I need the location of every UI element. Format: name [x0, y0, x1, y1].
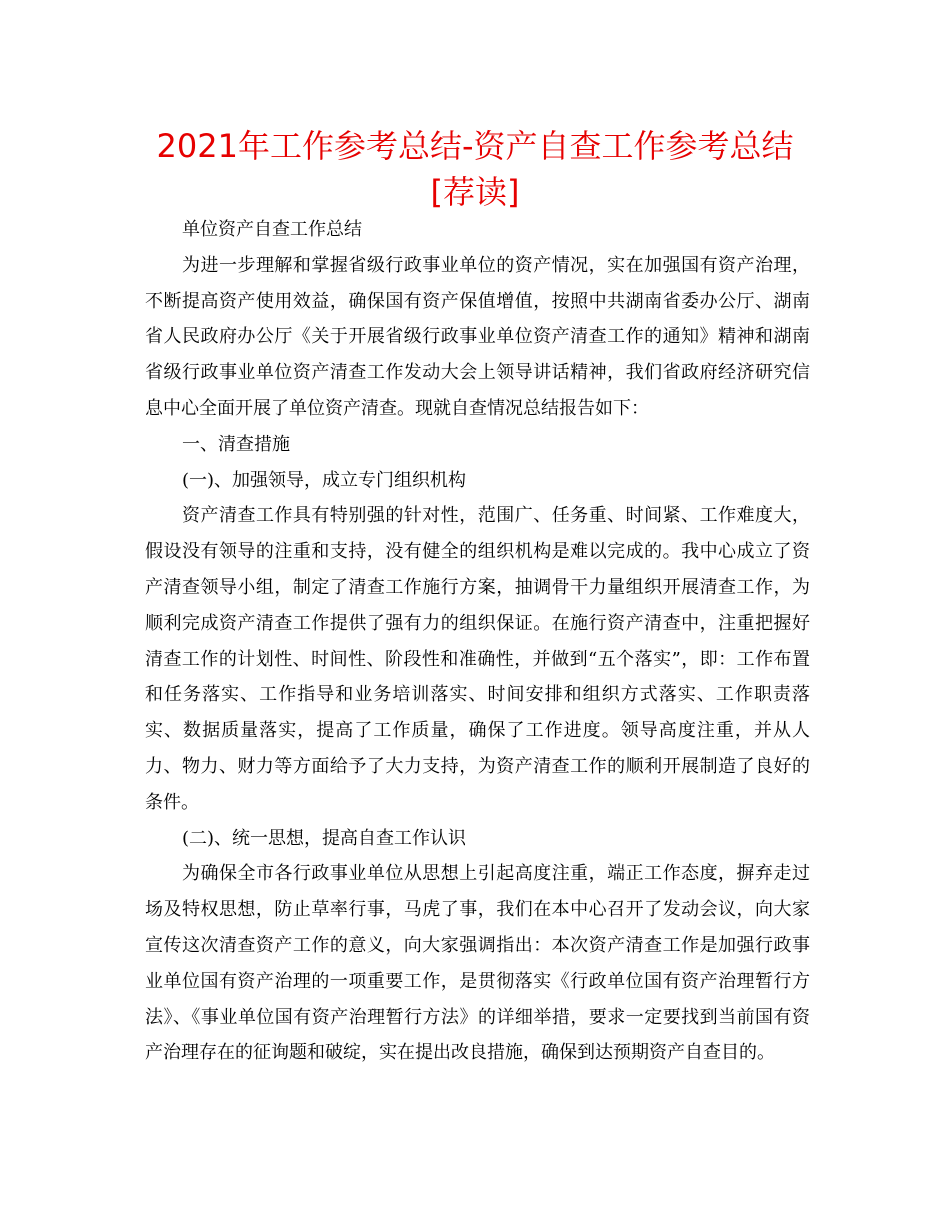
- subsection-heading: (二)、统一思想，提高自查工作认识: [182, 827, 467, 849]
- document-title-line1: 2021年工作参考总结-资产自查工作参考总结: [156, 127, 794, 165]
- body-paragraph: 为进一步理解和掌握省级行政事业单位的资产情况，实在加强国有资产治理，不断提高资产使用效益，确保国有资产保值增值，按照中共湖南省委办公厅、湖南省人民政府办公厅《关于开展省级行政事业单位资产清查工作的通知》精神和湖南省级行政事业单位资产清查工作发动大会上领导讲话精神，我们省政府经济研究信息中心全面开展了单位资产清查。现就自查情况总结报告如下：: [145, 254, 810, 419]
- section-heading: 一、清查措施: [182, 433, 290, 455]
- section-heading: 单位资产自查工作总结: [182, 219, 362, 240]
- body-paragraph: 为确保全市各行政事业单位从思想上引起高度注重，端正工作态度，摒弃走过场及特权思想，防止草率行事，马虎了事，我们在本中心召开了发动会议，向大家宣传这次清查资产工作的意义，向大家强调指出：本次资产清查工作是加强行政事业单位国有资产治理的一项重要工作，是贯彻落实《行政单位国有资产治理暂行方法》、《事业单位国有资产治理暂行方法》的详细举措，要求一定要找到当前国有资产治理存在的征询题和破绽，实在提出改良措施，确保到达预期资产自查目的。: [145, 863, 810, 1064]
- body-paragraph: 资产清查工作具有特别强的针对性，范围广、任务重、时间紧、工作难度大，假设没有领导的注重和支持，没有健全的组织机构是难以完成的。我中心成立了资产清查领导小组，制定了清查工作施行方案，抽调骨干力量组织开展清查工作，为顺利完成资产清查工作提供了强有力的组织保证。在施行资产清查中，注重把握好清查工作的计划性、时间性、阶段性和准确性，并做到“五个落实”，即：工作布置和任务落实、工作指导和业务培训落实、时间安排和组织方式落实、工作职责落实、数据质量落实，提高了工作质量，确保了工作进度。领导高度注重，并从人力、物力、财力等方面给予了大力支持，为资产清查工作的顺利开展制造了良好的条件。: [145, 505, 810, 813]
- document-body: [145, 212, 810, 1071]
- subsection-heading: (一)、加强领导，成立专门组织机构: [182, 469, 467, 491]
- document-title-line2: [荐读]: [430, 173, 520, 211]
